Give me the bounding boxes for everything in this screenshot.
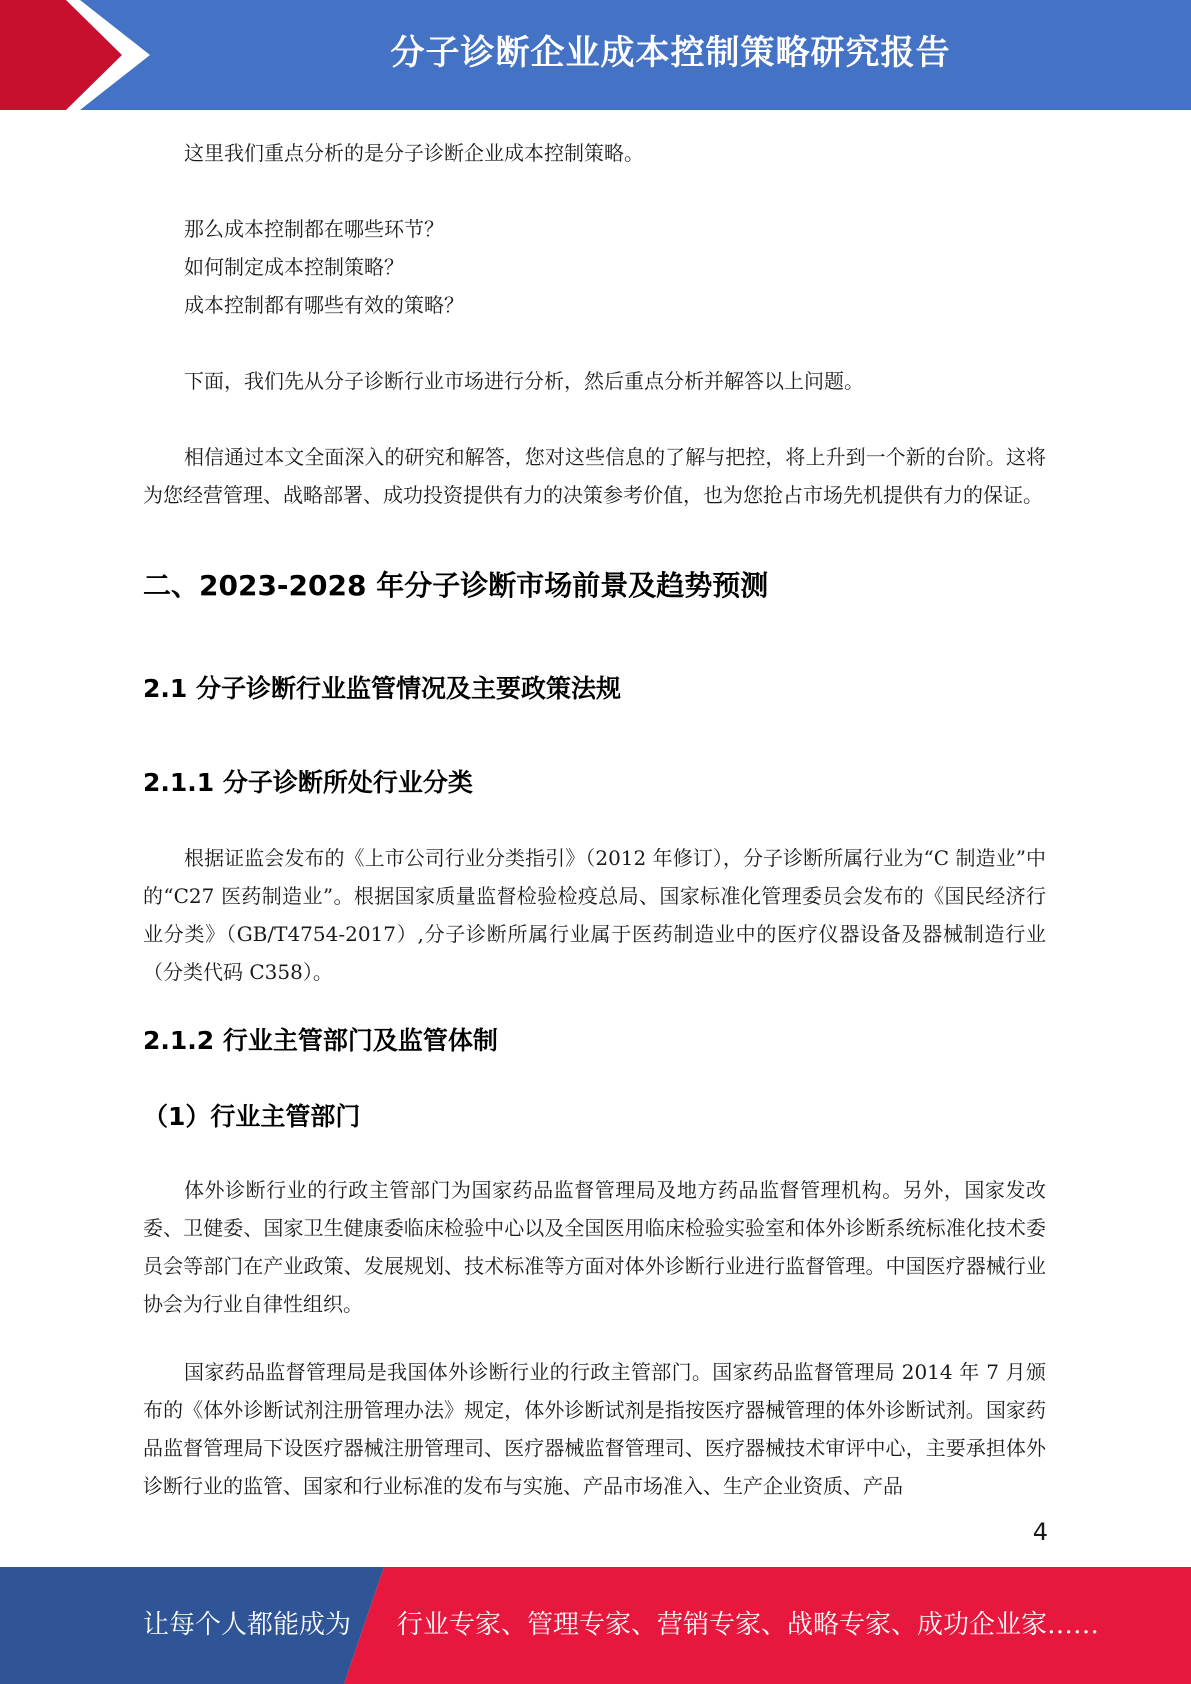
- question-2: 如何制定成本控制策略？: [184, 255, 404, 279]
- page-number: 4: [1032, 1518, 1048, 1546]
- section-2-1-heading: 2.1 分子诊断行业监管情况及主要政策法规: [143, 674, 621, 703]
- section-2-1-2-paragraph-1: 体外诊断行业的行政主管部门为国家药品监督管理局及地方药品监督管理机构。另外，国家发改委、卫健委、国家卫生健康委临床检验中心以及全国医用临床检验实验室和体外诊断系统标准化技术委员会等部门在产业政策、发展规划、技术标准等方面对体外诊断行业进行监督管理。中国医疗器械行业协会为行业自律性组织。: [143, 1178, 1046, 1316]
- section-2-1-1-paragraph: 根据证监会发布的《上市公司行业分类指引》（2012 年修订），分子诊断所属行业为“C 制造业”中的“C27 医药制造业”。根据国家质量监督检验检疫总局、国家标准化管理委员会发布的《国民经济行业分类》（GB/T4754-2017）,分子诊断所属行业属于医药制造业中的医疗仪器设备及器械制造行业（分类代码 C358）。: [143, 846, 1046, 984]
- footer-slogan-left: 让每个人都能成为: [143, 1610, 352, 1640]
- intro-paragraph-3: 相信通过本文全面深入的研究和解答，您对这些信息的了解与把控，将上升到一个新的台阶。这将为您经营管理、战略部署、成功投资提供有力的决策参考价值，也为您抢占市场先机提供有力的保证。: [143, 445, 1046, 507]
- question-3: 成本控制都有哪些有效的策略？: [184, 293, 464, 317]
- header-banner: [0, 0, 1191, 110]
- intro-paragraph-2: 下面，我们先从分子诊断行业市场进行分析，然后重点分析并解答以上问题。: [184, 369, 864, 393]
- section-2-1-1-heading: 2.1.1 分子诊断所处行业分类: [143, 768, 473, 797]
- section-2-1-2-paragraph-2: 国家药品监督管理局是我国体外诊断行业的行政主管部门。国家药品监督管理局 2014 年 7 月颁布的《体外诊断试剂注册管理办法》规定，体外诊断试剂是指按医疗器械管理的体外诊断试剂。国家药品监督管理局下设医疗器械注册管理司、医疗器械监督管理司、医疗器械技术审评中心，主要承担体外诊断行业的监管、国家和行业标准的发布与实施、产品市场准入、生产企业资质、产品: [143, 1360, 1046, 1498]
- report-title: 分子诊断企业成本控制策略研究报告: [390, 33, 951, 73]
- section-2-heading: 二、2023-2028 年分子诊断市场前景及趋势预测: [143, 569, 769, 602]
- question-1: 那么成本控制都在哪些环节？: [184, 217, 444, 241]
- footer-banner: [0, 1567, 1191, 1684]
- red-arrow-logo-icon: [0, 0, 150, 110]
- footer-slogan-right: 行业专家、管理专家、营销专家、战略专家、成功企业家……: [397, 1610, 1100, 1640]
- document-body: [143, 134, 1046, 1505]
- subsection-1-heading: （1）行业主管部门: [143, 1102, 361, 1131]
- section-2-1-2-heading: 2.1.2 行业主管部门及监管体制: [143, 1026, 498, 1055]
- intro-paragraph-1: 这里我们重点分析的是分子诊断企业成本控制策略。: [184, 141, 644, 165]
